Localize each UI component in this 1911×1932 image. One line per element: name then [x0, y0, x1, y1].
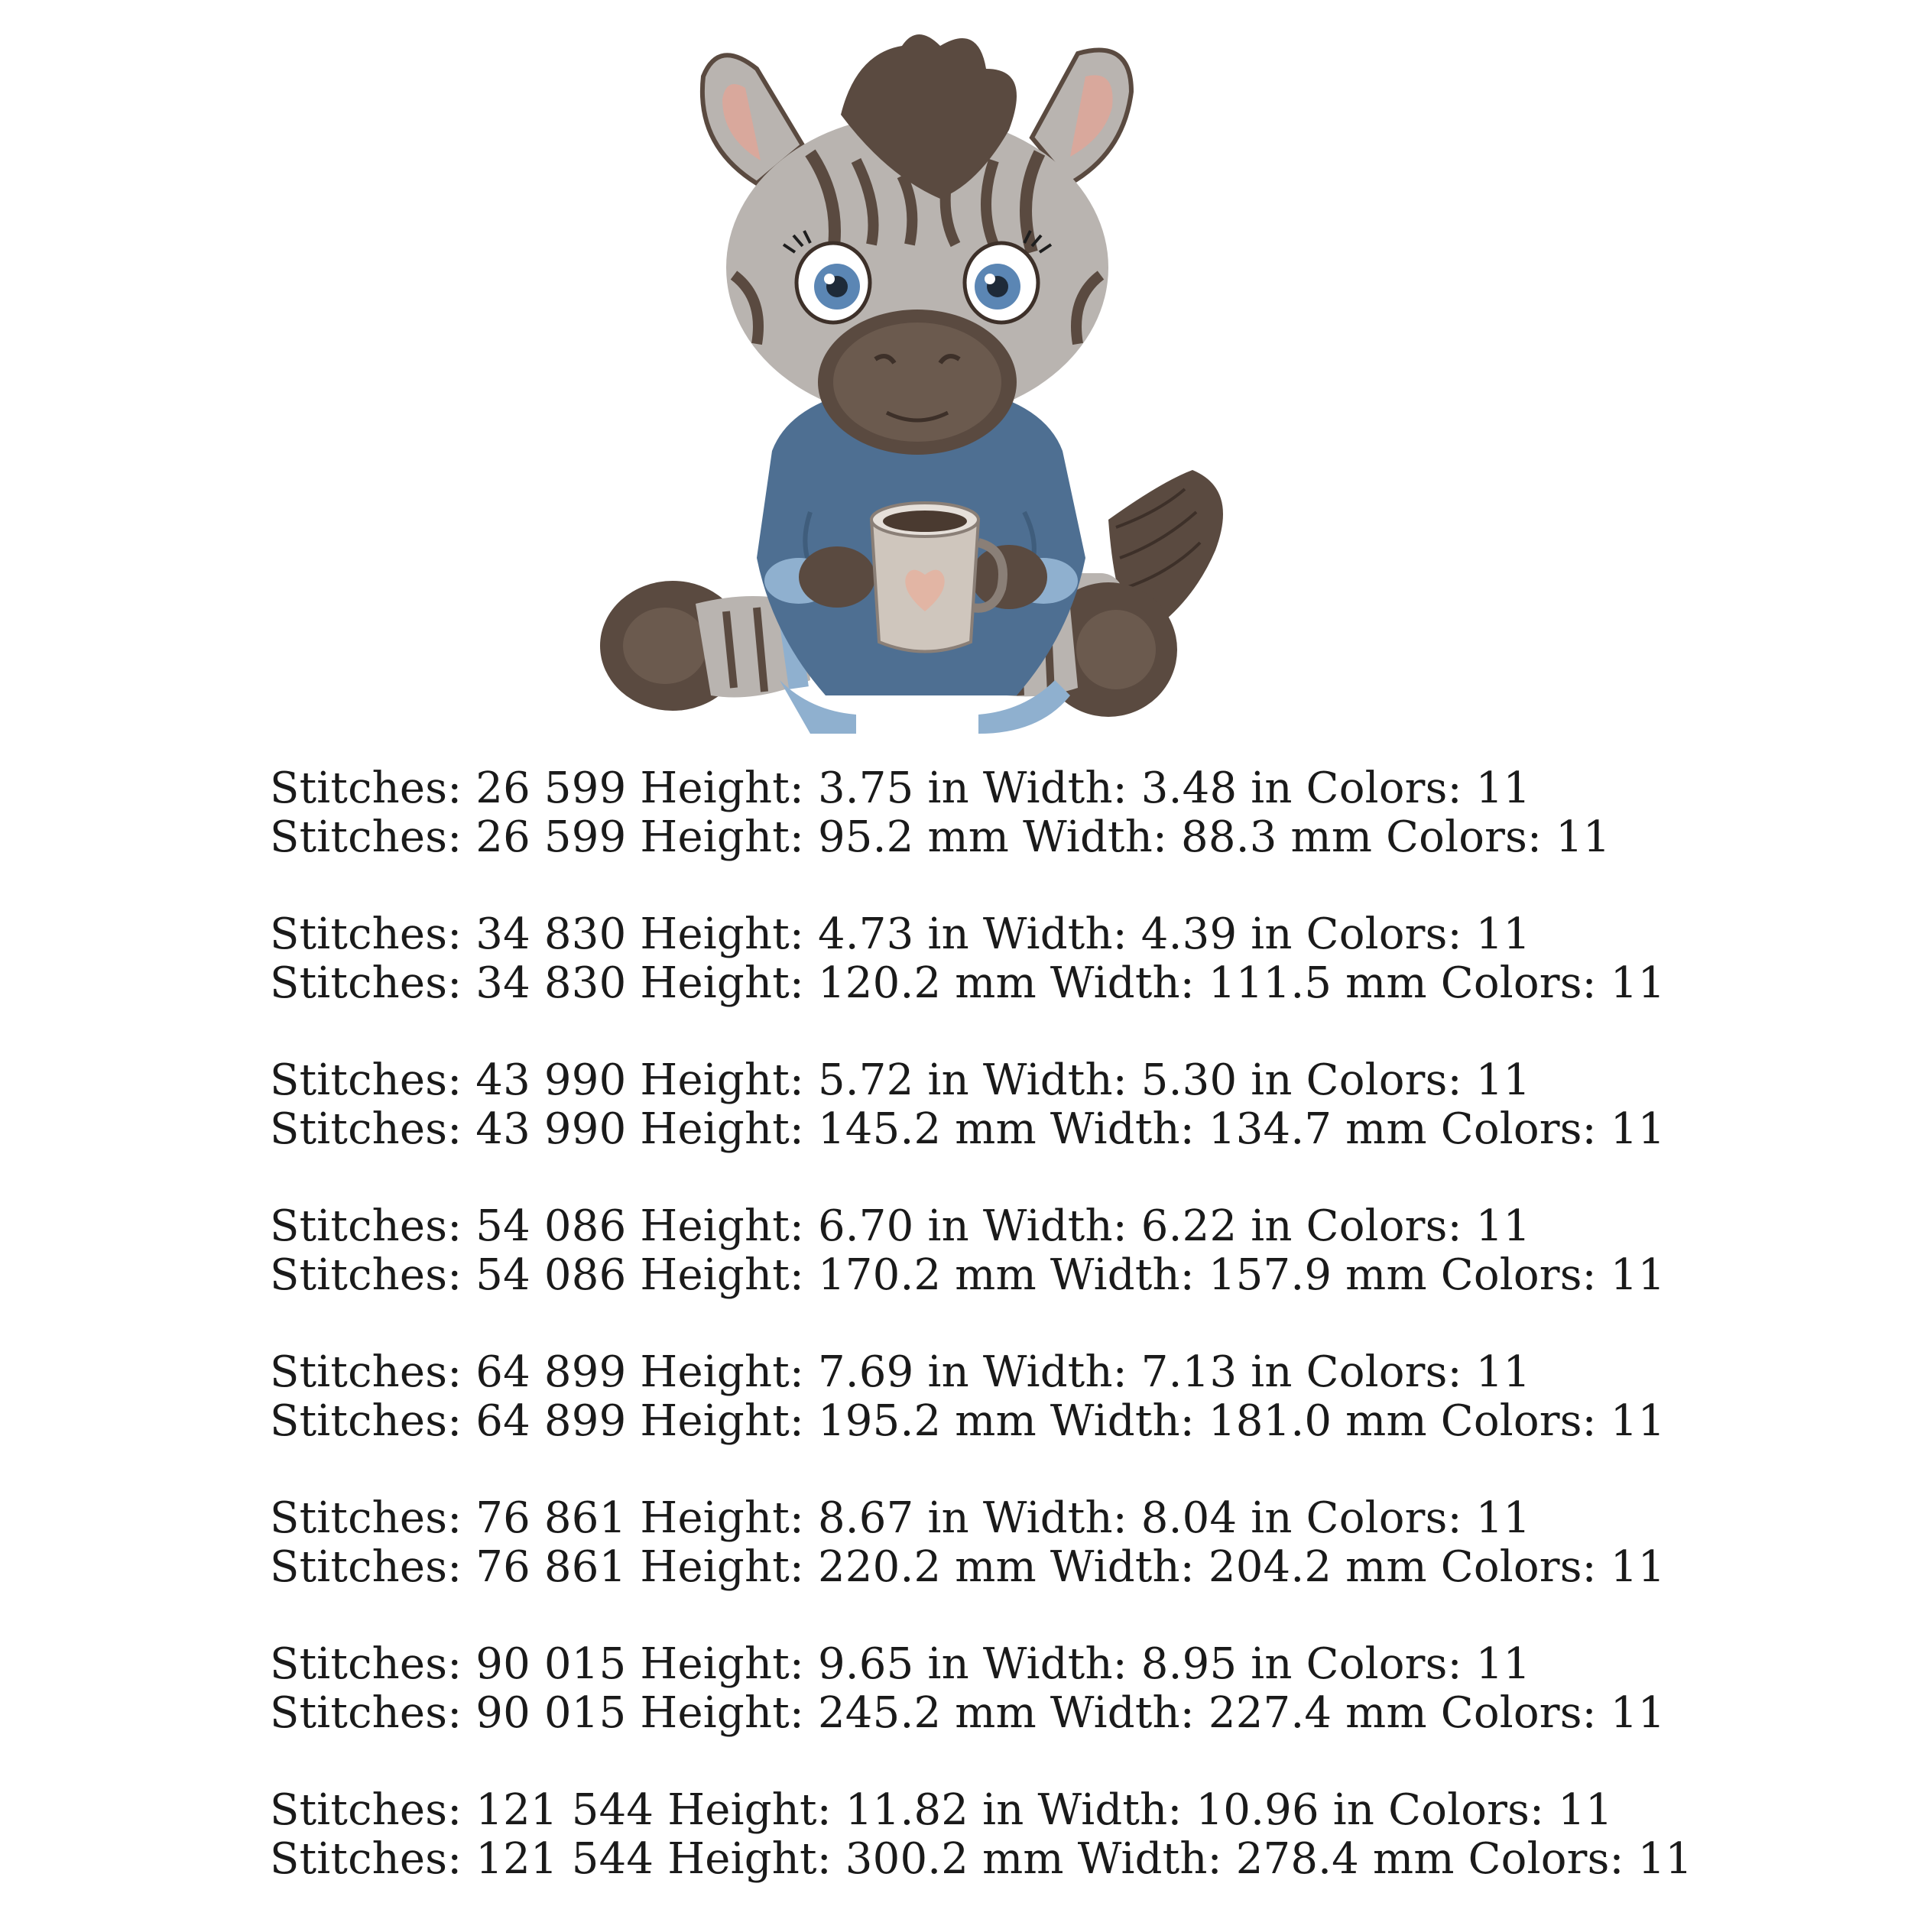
spec-imperial: Stitches: 76 861 Height: 8.67 in Width: 8.04 in Colors: 11 — [270, 1493, 1531, 1543]
spec-metric: Stitches: 43 990 Height: 145.2 mm Width: 134.7 mm Colors: 11 — [270, 1104, 1666, 1154]
spec-imperial: Stitches: 43 990 Height: 5.72 in Width: 5.30 in Colors: 11 — [270, 1055, 1531, 1105]
size-block — [270, 1056, 1875, 1154]
size-block — [270, 1348, 1875, 1446]
spec-metric: Stitches: 90 015 Height: 245.2 mm Width: 227.4 mm Colors: 11 — [270, 1688, 1666, 1738]
spec-metric: Stitches: 34 830 Height: 120.2 mm Width: 111.5 mm Colors: 11 — [270, 958, 1666, 1008]
size-block — [270, 764, 1875, 862]
size-block — [270, 1202, 1875, 1300]
spec-metric: Stitches: 64 899 Height: 195.2 mm Width: 181.0 mm Colors: 11 — [270, 1396, 1666, 1446]
spec-imperial: Stitches: 90 015 Height: 9.65 in Width: 8.95 in Colors: 11 — [270, 1639, 1531, 1689]
zebra-illustration — [581, 23, 1254, 734]
zebra-head — [702, 34, 1131, 455]
size-block — [270, 1640, 1875, 1738]
zebra-muzzle — [818, 310, 1017, 455]
size-spec-list — [270, 764, 1875, 1932]
zebra-embroidery-image — [581, 23, 1254, 734]
size-block — [270, 1786, 1875, 1884]
spec-metric: Stitches: 76 861 Height: 220.2 mm Width: 204.2 mm Colors: 11 — [270, 1542, 1666, 1592]
spec-imperial: Stitches: 64 899 Height: 7.69 in Width: 7.13 in Colors: 11 — [270, 1347, 1531, 1397]
spec-imperial: Stitches: 121 544 Height: 11.82 in Width: 10.96 in Colors: 11 — [270, 1785, 1613, 1835]
spec-imperial: Stitches: 34 830 Height: 4.73 in Width: 4.39 in Colors: 11 — [270, 909, 1531, 959]
spec-metric: Stitches: 121 544 Height: 300.2 mm Width: 278.4 mm Colors: 11 — [270, 1834, 1693, 1884]
size-block — [270, 1494, 1875, 1592]
size-block — [270, 910, 1875, 1008]
spec-imperial: Stitches: 54 086 Height: 6.70 in Width: 6.22 in Colors: 11 — [270, 1201, 1531, 1251]
spec-metric: Stitches: 54 086 Height: 170.2 mm Width: 157.9 mm Colors: 11 — [270, 1250, 1666, 1300]
spec-metric: Stitches: 26 599 Height: 95.2 mm Width: 88.3 mm Colors: 11 — [270, 812, 1611, 862]
spec-imperial: Stitches: 26 599 Height: 3.75 in Width: 3.48 in Colors: 11 — [270, 763, 1531, 813]
